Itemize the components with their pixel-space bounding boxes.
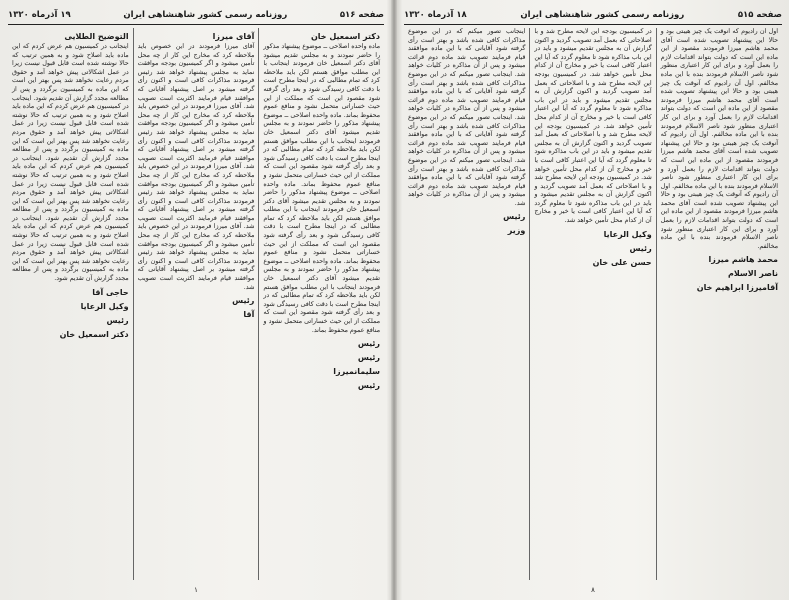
speaker-heading: التوضیح الطلایی — [64, 32, 129, 41]
column — [133, 28, 259, 580]
column-text: اول آن رادیوم که آنوقت یک چیز هیبتی بود و حالا این پیشنهاد تصویب شده است آقای محمد هاشم میرزا فرمودند مقصود از این ماده این است که دولت بتواند اقدامات لازم را بعمل آورد و برای این کار اعتباری منظور شود ناصر الاسلام فرمودند بنده با این ماده مخالفم. اول آن رادیوم که آنوقت یک چیز هیبتی بود و حالا این پیشنهاد تصویب شده است آقای محمد هاشم میرزا فرمودند مقصود از این ماده این است که دولت بتواند اقدامات لازم را بعمل آورد و برای این کار اعتباری منظور شود ناصر الاسلام فرمودند بنده با این ماده مخالفم. اول آن رادیوم که آنوقت یک چیز هیبتی بود و حالا این پیشنهاد تصویب شده است آقای محمد هاشم میرزا فرمودند مقصود از این ماده این است که دولت بتواند اقدامات لازم را بعمل آورد و برای این کار اعتباری منظور شود ناصر الاسلام فرمودند بنده با این ماده مخالفم. اول آن رادیوم که آنوقت یک چیز هیبتی بود و حالا این پیشنهاد تصویب شده است آقای محمد هاشم میرزا فرمودند مقصود از این ماده این است که دولت بتواند اقدامات لازم را بعمل آورد و برای این کار اعتباری منظور شود ناصر الاسلام فرمودند بنده با این ماده مخالفم. — [660, 28, 778, 250]
speaker-heading: رئیس — [357, 381, 380, 391]
left-page-footer-number: ۱ — [194, 586, 198, 594]
speaker-heading: دکتر اسمعیل خان — [310, 32, 380, 41]
column — [258, 28, 384, 580]
speaker-heading: وکیل الرعایا — [603, 229, 652, 239]
left-page — [8, 6, 384, 594]
speaker-heading: وزیر — [507, 226, 526, 236]
left-page-date: ۱۹ آذرماه ۱۳۲۰ — [8, 10, 71, 20]
right-page-columns — [404, 28, 782, 580]
speaker-heading: آقا — [243, 310, 255, 320]
speaker-heading: رئیس — [629, 243, 652, 253]
left-page-number: صفحه ۵۱۶ — [339, 10, 384, 20]
speaker-heading: محمد هاشم میرزا — [708, 255, 778, 265]
column — [529, 28, 655, 580]
speaker-heading: آقامیرزا ابراهیم خان — [696, 283, 778, 293]
column-text: ماده واحده اصلاحی ــ موضوع پیشنهاد مذکور را حاضر نمودند و به مجلس تقدیم میشود آقای دکتر اسمعیل خان فرمودند اینجانب با این مطلب موافق هستم لکن باید ملاحظه کرد که تمام مطالبی که در اینجا مطرح است با دقت کافی رسیدگی شود و بعد رأی گرفته شود مقصود این است که مملکت از این حیث خساراتی متحمل نشود و منافع عموم محفوظ بماند. ماده واحده اصلاحی ــ موضوع پیشنهاد مذکور را حاضر نمودند و به مجلس تقدیم میشود آقای دکتر اسمعیل خان فرمودند اینجانب با این مطلب موافق هستم لکن باید ملاحظه کرد که تمام مطالبی که در اینجا مطرح است با دقت کافی رسیدگی شود و بعد رأی گرفته شود مقصود این است که مملکت از این حیث خساراتی متحمل نشود و منافع عموم محفوظ بماند. ماده واحده اصلاحی ــ موضوع پیشنهاد مذکور را حاضر نمودند و به مجلس تقدیم میشود آقای دکتر اسمعیل خان فرمودند اینجانب با این مطلب موافق هستم لکن باید ملاحظه کرد که تمام مطالبی که در اینجا مطرح است با دقت کافی رسیدگی شود و بعد رأی گرفته شود مقصود این است که مملکت از این حیث خساراتی متحمل نشود و منافع عموم محفوظ بماند. ماده واحده اصلاحی ــ موضوع پیشنهاد مذکور را حاضر نمودند و به مجلس تقدیم میشود آقای دکتر اسمعیل خان فرمودند اینجانب با این مطلب موافق هستم لکن باید ملاحظه کرد که تمام مطالبی که در اینجا مطرح است با دقت کافی رسیدگی شود و بعد رأی گرفته شود مقصود این است که مملکت از این حیث خساراتی متحمل نشود و منافع عموم محفوظ بماند. — [263, 43, 380, 334]
right-page-footer-number: ۸ — [591, 586, 595, 594]
column-text: اینجانب در کمیسیون هم عرض کردم که این ماده باید اصلاح شود و به همین ترتیب که حالا نوشته شده است قابل قبول نیست زیرا در عمل اشکالاتی پیش خواهد آمد و حقوق مردم رعایت نخواهد شد پس بهتر این است که این ماده به کمیسیون برگردد و پس از مطالعه مجدد گزارش آن تقدیم شود. اینجانب در کمیسیون هم عرض کردم که این ماده باید اصلاح شود و به همین ترتیب که حالا نوشته شده است قابل قبول نیست زیرا در عمل اشکالاتی پیش خواهد آمد و حقوق مردم رعایت نخواهد شد پس بهتر این است که این ماده به کمیسیون برگردد و پس از مطالعه مجدد گزارش آن تقدیم شود. اینجانب در کمیسیون هم عرض کردم که این ماده باید اصلاح شود و به همین ترتیب که حالا نوشته شده است قابل قبول نیست زیرا در عمل اشکالاتی پیش خواهد آمد و حقوق مردم رعایت نخواهد شد پس بهتر این است که این ماده به کمیسیون برگردد و پس از مطالعه مجدد گزارش آن تقدیم شود. اینجانب در کمیسیون هم عرض کردم که این ماده باید اصلاح شود و به همین ترتیب که حالا نوشته شده است قابل قبول نیست زیرا در عمل اشکالاتی پیش خواهد آمد و حقوق مردم رعایت نخواهد شد پس بهتر این است که این ماده به کمیسیون برگردد و پس از مطالعه مجدد گزارش آن تقدیم شود. — [11, 43, 129, 283]
right-page-title: روزنامه رسمی کشور شاهنشاهی ایران — [520, 10, 685, 20]
speaker-heading: رئیس — [503, 212, 526, 222]
speaker-heading: ناصر الاسلام — [727, 269, 778, 279]
speaker-heading: رئیس — [106, 315, 129, 325]
column-text: آقای میرزا فرمودند در این خصوص باید ملاحظه کرد که مخارج این کار از چه محل تأمین میشود و اگر کمیسیون بودجه موافقت نماید به مجلس پیشنهاد خواهد شد رئیس فرمودند مذاکرات کافی است و اکنون رأی گرفته میشود بر اصل پیشنهاد آقایانی که موافقند قیام فرمایند اکثریت است تصویب شد. آقای میرزا فرمودند در این خصوص باید ملاحظه کرد که مخارج این کار از چه محل تأمین میشود و اگر کمیسیون بودجه موافقت نماید به مجلس پیشنهاد خواهد شد رئیس فرمودند مذاکرات کافی است و اکنون رأی گرفته میشود بر اصل پیشنهاد آقایانی که موافقند قیام فرمایند اکثریت است تصویب شد. آقای میرزا فرمودند در این خصوص باید ملاحظه کرد که مخارج این کار از چه محل تأمین میشود و اگر کمیسیون بودجه موافقت نماید به مجلس پیشنهاد خواهد شد رئیس فرمودند مذاکرات کافی است و اکنون رأی گرفته میشود بر اصل پیشنهاد آقایانی که موافقند قیام فرمایند اکثریت است تصویب شد. آقای میرزا فرمودند در این خصوص باید ملاحظه کرد که مخارج این کار از چه محل تأمین میشود و اگر کمیسیون بودجه موافقت نماید به مجلس پیشنهاد خواهد شد رئیس فرمودند مذاکرات کافی است و اکنون رأی گرفته میشود بر اصل پیشنهاد آقایانی که موافقند قیام فرمایند اکثریت است تصویب شد. — [137, 43, 255, 291]
speaker-heading: رئیس — [357, 353, 380, 363]
right-page-number: صفحه ۵۱۵ — [737, 10, 782, 20]
speaker-heading: دکتر اسمعیل خان — [59, 329, 129, 339]
speaker-heading: سلیمانمیرزا — [333, 367, 380, 377]
speaker-heading: حسن علی خان — [592, 257, 652, 267]
left-page-header — [8, 6, 384, 25]
column-text: در کمیسیون بودجه این لایحه مطرح شد و با اصلاحاتی که بعمل آمد تصویب گردید و اکنون گزارش آن به مجلس تقدیم میشود و باید در این باب مذاکره شود تا معلوم گردد که آیا این اعتبار کافی است یا خیر و مخارج آن از کدام محل تأمین خواهد شد. در کمیسیون بودجه این لایحه مطرح شد و با اصلاحاتی که بعمل آمد تصویب گردید و اکنون گزارش آن به مجلس تقدیم میشود و باید در این باب مذاکره شود تا معلوم گردد که آیا این اعتبار کافی است یا خیر و مخارج آن از کدام محل تأمین خواهد شد. در کمیسیون بودجه این لایحه مطرح شد و با اصلاحاتی که بعمل آمد تصویب گردید و اکنون گزارش آن به مجلس تقدیم میشود و باید در این باب مذاکره شود تا معلوم گردد که آیا این اعتبار کافی است یا خیر و مخارج آن از کدام محل تأمین خواهد شد. در کمیسیون بودجه این لایحه مطرح شد و با اصلاحاتی که بعمل آمد تصویب گردید و اکنون گزارش آن به مجلس تقدیم میشود و باید در این باب مذاکره شود تا معلوم گردد که آیا این اعتبار کافی است یا خیر و مخارج آن از کدام محل تأمین خواهد شد. — [534, 28, 652, 225]
speaker-heading: وکیل الرعایا — [80, 301, 129, 311]
speaker-heading: رئیس — [232, 296, 255, 306]
column — [8, 28, 133, 580]
column — [656, 28, 782, 580]
right-page-header — [404, 6, 782, 25]
left-page-title: روزنامه رسمی کشور شاهنشاهی ایران — [123, 10, 288, 20]
column-text: اینجانب تصور میکنم که در این موضوع مذاکرات کافی شده باشد و بهتر است رأی گرفته شود آقایانی که با این ماده موافقند قیام فرمایند تصویب شد ماده دوم قرائت میشود و پس از آن مذاکره در کلیات خواهد شد. اینجانب تصور میکنم که در این موضوع مذاکرات کافی شده باشد و بهتر است رأی گرفته شود آقایانی که با این ماده موافقند قیام فرمایند تصویب شد ماده دوم قرائت میشود و پس از آن مذاکره در کلیات خواهد شد. اینجانب تصور میکنم که در این موضوع مذاکرات کافی شده باشد و بهتر است رأی گرفته شود آقایانی که با این ماده موافقند قیام فرمایند تصویب شد ماده دوم قرائت میشود و پس از آن مذاکره در کلیات خواهد شد. اینجانب تصور میکنم که در این موضوع مذاکرات کافی شده باشد و بهتر است رأی گرفته شود آقایانی که با این ماده موافقند قیام فرمایند تصویب شد ماده دوم قرائت میشود و پس از آن مذاکره در کلیات خواهد شد. — [408, 28, 526, 207]
speaker-heading: رئیس — [357, 339, 380, 349]
right-page-date: ۱۸ آذرماه ۱۳۲۰ — [404, 10, 467, 20]
column — [404, 28, 529, 580]
speaker-heading: حاجی آقا — [92, 287, 129, 297]
speaker-heading: آقای میرزا — [212, 32, 255, 41]
right-page — [404, 6, 782, 594]
left-page-columns — [8, 28, 384, 580]
book-gutter — [391, 0, 397, 600]
